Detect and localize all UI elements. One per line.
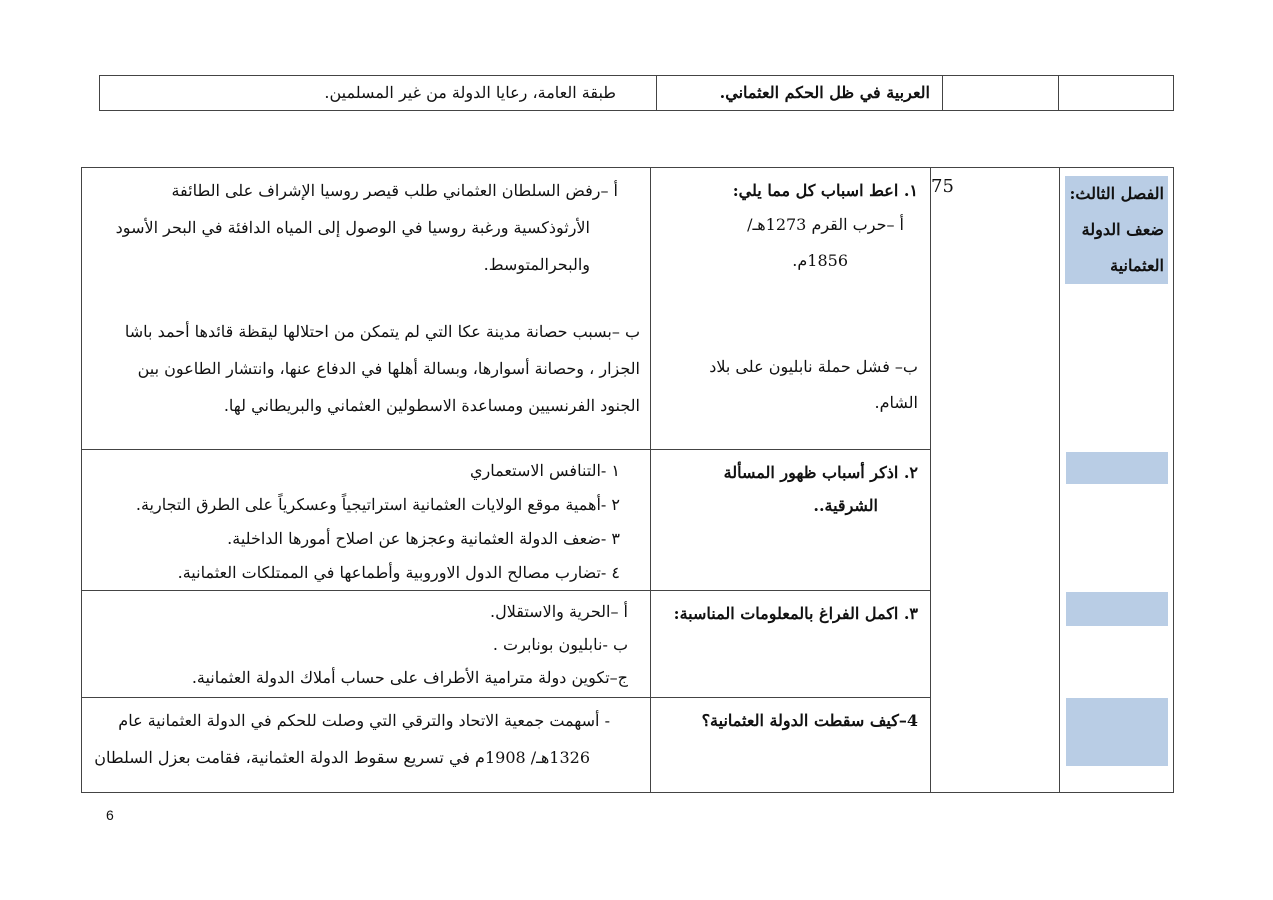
answer-cell-1 (82, 168, 651, 450)
answer-1 (82, 168, 650, 424)
answer-2-line2: ٢ -أهمية موقع الولايات العثمانية استراتيجياً وعسكرياً على الطرق التجارية. (135, 495, 620, 514)
unit-label (1065, 176, 1168, 284)
question-3: ٣. اكمل الفراغ بالمعلومات المناسبة: (673, 604, 918, 623)
answer-3 (82, 591, 650, 694)
page-number: 6 (106, 807, 114, 823)
answer-cell-4 (82, 698, 651, 793)
question-1-sub-b-line2: الشام. (874, 393, 918, 412)
answer-4-line2: 1326هـ/ 1908م في تسريع سقوط الدولة العثمانية، فقامت بعزل السلطان (94, 748, 590, 767)
question-1-sub-b-line1: ب– فشل حملة نابليون على بلاد (709, 357, 918, 376)
top-unit-cell (1059, 76, 1174, 111)
answer-2-line3: ٣ -ضعف الدولة العثمانية وعجزها عن اصلاح أمورها الداخلية. (227, 529, 620, 548)
question-2 (651, 450, 930, 522)
top-answer-cell (100, 76, 657, 111)
unit-label-line1: الفصل الثالث: (1069, 184, 1164, 203)
unit-label-line3: العثمانية (1110, 256, 1164, 275)
main-table (81, 167, 1174, 793)
top-count-cell (943, 76, 1059, 111)
top-table (99, 75, 1174, 111)
answer-2-line1: ١ -التنافس الاستعماري (470, 461, 620, 480)
unit-highlight-row4 (1066, 698, 1168, 766)
unit-label-line2: ضعف الدولة (1081, 220, 1164, 239)
answer-1-a-line2: الأرثوذكسية ورغبة روسيا في الوصول إلى المياه الدافئة في البحر الأسود (115, 218, 590, 237)
answer-3-line3: ج–تكوين دولة مترامية الأطراف على حساب أملاك الدولة العثمانية. (191, 668, 628, 687)
answer-1-b-line2: الجزار ، وحصانة أسوارها، وبسالة أهلها في الدفاع عنها، وانتشار الطاعون بين (137, 359, 640, 378)
question-cell-2 (651, 450, 931, 591)
question-1-title: ١. اعط اسباب كل مما يلي: (732, 181, 918, 200)
question-cell-4 (651, 698, 931, 793)
question-cell-3 (651, 591, 931, 698)
answer-1-a-line3: والبحرالمتوسط. (483, 255, 590, 274)
question-2-line2: الشرقية.. (813, 496, 878, 515)
question-cell-1 (651, 168, 931, 450)
answer-1-b-line1: ب –بسبب حصانة مدينة عكا التي لم يتمكن من احتلالها ليقظة قائدها أحمد باشا (124, 322, 640, 341)
unit-highlight-row2 (1066, 452, 1168, 484)
answer-3-line2: ب -نابليون بونابرت . (492, 635, 628, 654)
question-2-line1: ٢. اذكر أسباب ظهور المسألة (723, 463, 918, 482)
question-1 (651, 168, 930, 421)
top-heading: العربية في ظل الحكم العثماني. (719, 83, 930, 102)
answer-3-line1: أ –الحرية والاستقلال. (489, 602, 628, 621)
table-row (82, 168, 1174, 450)
answer-cell-3 (82, 591, 651, 698)
answer-4 (82, 698, 650, 776)
answer-cell-2 (82, 450, 651, 591)
question-4: 4–كيف سقطت الدولة العثمانية؟ (701, 711, 918, 730)
page-count: 75 (931, 176, 954, 197)
question-1-sub-a-line1: أ –حرب القرم 1273هـ/ (747, 215, 904, 234)
unit-highlight-row3 (1066, 592, 1168, 626)
answer-1-b-line3: الجنود الفرنسيين ومساعدة الاسطولين العثماني والبريطاني لها. (223, 396, 640, 415)
answer-1-a-line1: أ –رفض السلطان العثماني طلب قيصر روسيا الإشراف على الطائفة (171, 181, 618, 200)
count-cell (931, 168, 1060, 793)
answer-2-line4: ٤ -تضارب مصالح الدول الاوروبية وأطماعها في الممتلكات العثمانية. (177, 563, 620, 582)
answer-4-line1: - أسهمت جمعية الاتحاد والترقي التي وصلت للحكم في الدولة العثمانية عام (118, 711, 610, 730)
top-heading-cell (657, 76, 943, 111)
top-answer: طبقة العامة، رعايا الدولة من غير المسلمين. (324, 83, 616, 102)
answer-2 (82, 450, 650, 590)
question-1-sub-a-line2: 1856م. (792, 251, 848, 270)
